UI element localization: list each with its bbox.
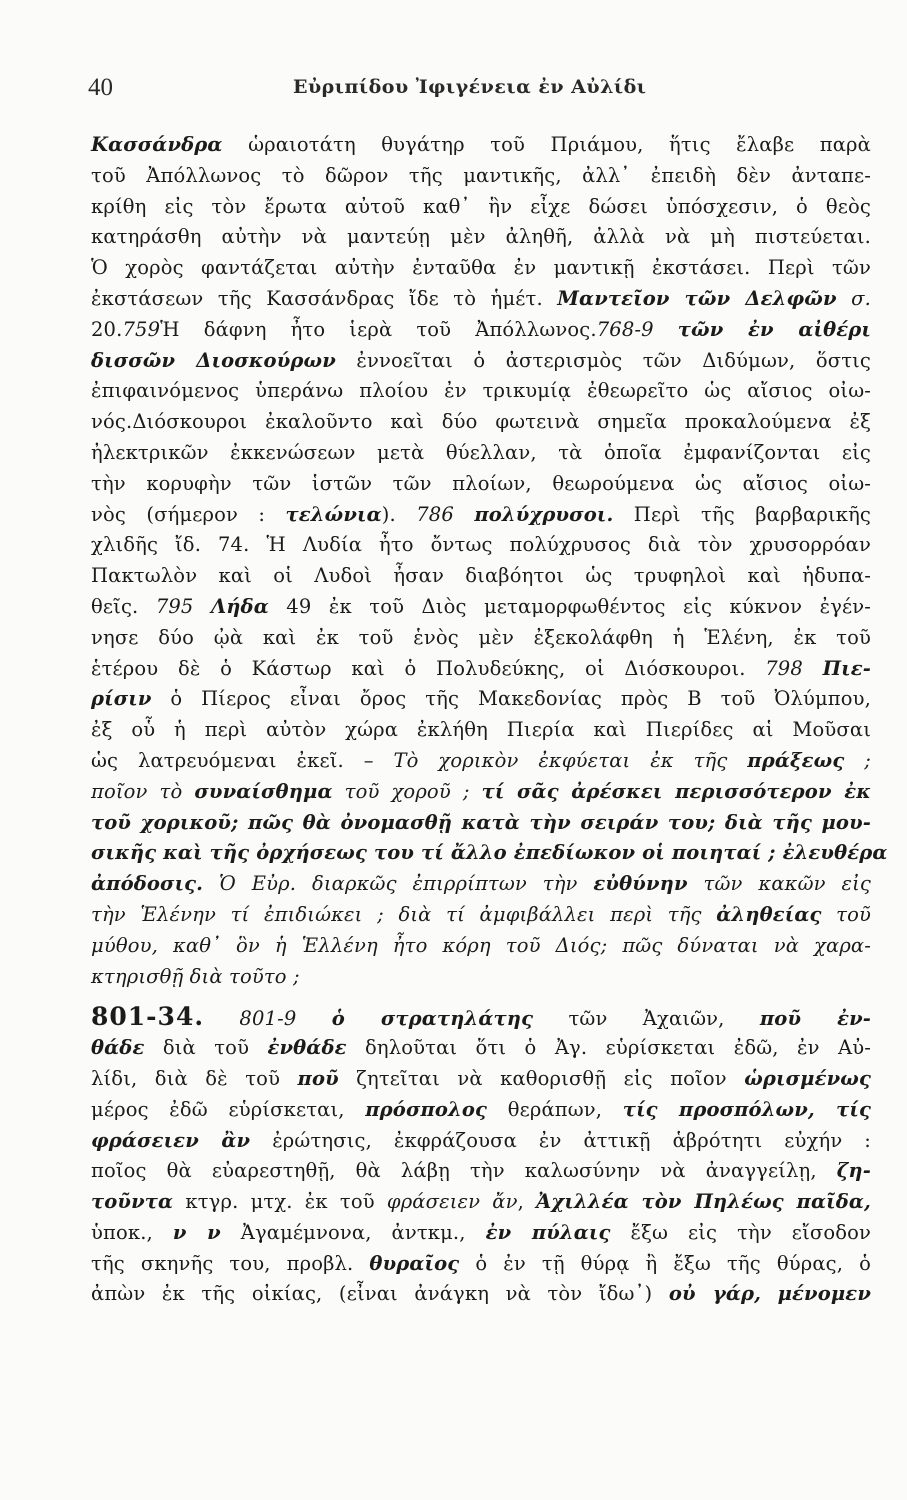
emphasized-text: ρίσιν (91, 687, 152, 711)
emphasized-text: ἀπόδοσις. (91, 872, 204, 896)
emphasized-text: φράσειεν ἄν (386, 1190, 518, 1214)
emphasized-text: του; διὰ τῆς μου- (658, 810, 871, 834)
text-run: νός.Διόσκουροι ἐκαλοῦντο καὶ δύο φωτεινὰ σημεῖα προκαλούμενα ἐξ (91, 410, 871, 434)
emphasized-text: ὡρισμένως (744, 1066, 872, 1090)
emphasized-text: εὐθύνην (593, 872, 688, 896)
emphasized-text: τοῦ χορικοῦ; πῶς θὰ ὀνομασθῇ κατὰ τὴν (91, 810, 581, 834)
text-run (803, 657, 823, 680)
text-line (91, 1218, 871, 1249)
emphasized-text: 795 (155, 594, 194, 618)
emphasized-text: πολύχρυσοι. (474, 502, 614, 526)
emphasized-text: του τί ἄλλο ἐπεδίωκον οἱ ποιηταί ; ἐλευθέρα (367, 841, 888, 865)
text-line (91, 654, 871, 685)
text-line (91, 161, 871, 192)
text-run: Περὶ τῆς βαρβαρικῆς (613, 502, 871, 526)
text-line (91, 469, 871, 500)
emphasized-text: 759 (122, 317, 161, 341)
emphasized-text: συναίσθημα (194, 779, 333, 803)
emphasized-text: ποῖον τὸ (91, 779, 195, 803)
text-run: νησε δύο ᾠὰ καὶ ἐκ τοῦ ἑνὸς μὲν ἐξεκολάφθη ἡ Ἑλένη, ἐκ τοῦ (91, 625, 871, 649)
text-run: , (517, 1190, 537, 1214)
text-line (91, 746, 871, 777)
emphasized-text: τῶν κακῶν εἰς (687, 872, 871, 896)
text-run: ὑποκ., (91, 1220, 173, 1244)
text-run: Πακτωλὸν καὶ οἱ Λυδοὶ ἦσαν διαβόητοι ὡς τρυφηλοὶ καὶ ἡδυπα- (91, 564, 871, 588)
text-line (91, 715, 871, 746)
emphasized-text: θυραῖος (369, 1251, 460, 1275)
text-run: ἐπιφαινόμενος ὑπεράνω πλοίου ἐν τρικυμίᾳ ἐθεωρεῖτο ὡς αἴσιος οἰω- (91, 379, 871, 403)
emphasized-text: ἐν πύλαις (485, 1220, 611, 1244)
text-run: θεράπων, (487, 1097, 623, 1121)
text-line (91, 592, 871, 623)
text-line (91, 869, 871, 900)
emphasized-text: σικῆς καὶ τῆς (91, 841, 257, 865)
page-number: 40 (88, 74, 113, 101)
text-line (91, 777, 871, 808)
text-run: κρίθη εἰς τὸν ἔρωτα αὐτοῦ καθ᾽ ἣν εἶχε δώσει ὑπόσχεσιν, ὁ θεὸς (91, 194, 871, 218)
text-run: ἑτέρου δὲ ὁ Κάστωρ καὶ ὁ Πολυδεύκης, οἱ Διόσκουροι. (91, 656, 766, 680)
text-line (91, 900, 871, 931)
emphasized-text: τὴν Ἑλένην τί ἐπιδιώκει ; διὰ τί ἀμφιβάλλει περὶ τῆς (91, 902, 717, 926)
emphasized-text: σειράν (580, 810, 659, 834)
emphasized-text: πράξεως (747, 748, 845, 772)
text-run: ὁ Πίερος εἶναι ὄρος τῆς Μακεδονίας πρὸς Β τοῦ Ὀλύμπου, (151, 687, 871, 711)
text-run: ). (381, 502, 417, 526)
emphasized-text: Κασσάνδρα (91, 133, 223, 156)
text-line (91, 1187, 871, 1218)
text-line (91, 623, 871, 654)
page-header (88, 70, 867, 110)
text-line (91, 1033, 871, 1064)
emphasized-text: τοῦ (821, 902, 872, 926)
emphasized-text: ὁ στρατηλάτης (331, 1007, 534, 1031)
text-run: κατηράσθη αὐτὴν νὰ μαντεύῃ μὲν ἀληθῆ, ἀλλὰ νὰ μὴ πιστεύεται. (91, 225, 871, 249)
emphasized-text: μύθου, καθ᾽ ὃν ἡ Ἑλλένη ἦτο κόρη τοῦ Διός; πῶς δύναται νὰ χαρα- (91, 933, 871, 957)
text-run (654, 318, 678, 341)
text-run (454, 503, 474, 526)
emphasized-text: τελώνια (285, 502, 382, 526)
emphasized-text: τοῦντα (91, 1190, 174, 1214)
emphasized-text: Πιε- (822, 656, 871, 680)
text-line (91, 192, 871, 223)
text-run: νὸς (σήμερον : (91, 502, 286, 526)
text-line (91, 130, 871, 161)
text-run (761, 1282, 778, 1305)
emphasized-text: Ἀχιλλέα τὸν Πηλέως παῖδα, (536, 1190, 871, 1214)
text-line (91, 346, 871, 377)
text-line (91, 376, 871, 407)
emphasized-text: τί σᾶς ἀρέσκει περισσότερον ἐκ (481, 779, 872, 803)
text-run: ἠλεκτρικῶν ἐκκενώσεων μετὰ θύελλαν, τὰ ὁποῖα ἐμφανίζονται εἰς (91, 440, 871, 464)
text-line (91, 315, 871, 346)
emphasized-text: ἐνθάδε (267, 1036, 347, 1060)
emphasized-text: 786 (416, 502, 454, 526)
text-run: ὡραιοτάτη θυγάτηρ τοῦ Πριάμου, ἥτις ἔλαβε παρὰ (222, 133, 871, 156)
paragraph-gap (91, 992, 871, 1002)
text-line (91, 684, 871, 715)
text-run: ἐρώτησις, ἐκφράζουσα ἐν ἀττικῇ ἁβρότητι εὐχήν : (250, 1128, 871, 1152)
text-line (91, 838, 888, 869)
text-run (204, 1007, 239, 1030)
emphasized-text: μένομεν (777, 1282, 871, 1306)
text-run: τοῦ Ἀπόλλωνος τὸ δῶρον τῆς μαντικῆς, ἀλλ᾽ ἐπειδὴ δὲν ἀνταπε- (91, 163, 871, 187)
text-run: τῆς σκηνῆς του, προβλ. (91, 1251, 370, 1275)
text-line (91, 500, 871, 531)
text-run: θεῖς. (91, 594, 156, 618)
text-run: Ἀγαμέμνονα, ἀντκμ., (220, 1220, 486, 1244)
emphasized-text: Τὸ χορικὸν ἐκφύεται ἐκ τῆς (393, 748, 748, 772)
text-line (91, 222, 871, 253)
text-run: Ὁ χορὸς φαντάζεται αὐτὴν ἐνταῦθα ἐν μαντικῇ ἐκστάσει. Περὶ τῶν (91, 256, 871, 280)
emphasized-text: τοῦ χοροῦ ; (332, 779, 482, 803)
emphasized-text: ὀρχήσεως (256, 841, 368, 865)
text-line (91, 931, 871, 962)
text-line (91, 253, 871, 284)
text-run: ὁ ἐν τῇ θύρᾳ ἢ ἔξω τῆς θύρας, ὁ (459, 1251, 871, 1275)
text-run: ἐξ οὗ ἡ περὶ αὐτὸν χώρα ἐκλήθη Πιερία καὶ Πιερίδες αἱ Μοῦσαι (91, 718, 871, 742)
commentary-text (91, 130, 888, 1310)
text-run: ζητεῖται νὰ καθορισθῇ εἰς ποῖον (338, 1066, 745, 1090)
emphasized-text: Λήδα (210, 594, 269, 618)
text-line (91, 1156, 871, 1187)
text-run: 49 ἐκ τοῦ Διὸς μεταμορφωθέντος εἰς κύκνον ἐγέν- (268, 594, 871, 618)
emphasized-text: 801-34. (91, 1002, 205, 1032)
text-run: 20. (91, 317, 123, 341)
emphasized-text: ζη- (836, 1159, 871, 1183)
emphasized-text: Ὁ Εὐρ. διαρκῶς ἐπιρρίπτων τὴν (203, 872, 594, 896)
text-line (91, 1064, 871, 1095)
emphasized-text: 768-9 (596, 317, 654, 341)
text-run: κτγρ. μτχ. ἐκ τοῦ (173, 1190, 387, 1214)
text-run (193, 595, 210, 618)
emphasized-text: θάδε (91, 1036, 145, 1060)
text-run: ἔξω εἰς τὴν εἴσοδον (610, 1220, 871, 1244)
text-run: τὴν κορυφὴν τῶν ἱστῶν τῶν πλοίων, θεωρούμενα ὡς αἴσιος οἰω- (91, 471, 871, 495)
text-line (91, 438, 871, 469)
text-run: τῶν Ἀχαιῶν, (533, 1007, 760, 1031)
text-line (91, 962, 871, 993)
emphasized-text: σ. (836, 286, 871, 310)
text-run: ἐκστάσεων τῆς Κασσάνδρας ἴδε τὸ ἡμέτ. (91, 286, 558, 310)
text-line (91, 1279, 871, 1310)
text-line (91, 1095, 871, 1126)
text-line (91, 407, 871, 438)
emphasized-text: τῶν ἐν αἰθέρι (677, 317, 871, 341)
emphasized-text: ποῦ (297, 1066, 339, 1090)
emphasized-text: πρόσπολος (365, 1097, 488, 1121)
emphasized-text: οὐ γάρ, (668, 1282, 762, 1306)
text-run: ἀπὼν ἐκ τῆς οἰκίας, (εἶναι ἀνάγκη νὰ τὸν ἴδω᾽) (91, 1282, 669, 1306)
text-run (296, 1007, 331, 1030)
emphasized-text: 798 (765, 656, 803, 680)
text-line (91, 561, 871, 592)
text-line (91, 284, 871, 315)
text-line (91, 1126, 871, 1157)
text-run: ἐννοεῖται ὁ ἀστερισμὸς τῶν Διδύμων, ὅστις (335, 348, 871, 372)
emphasized-text: δισσῶν Διοσκούρων (91, 348, 336, 372)
text-line (91, 808, 871, 839)
text-run: ποῖος θὰ εὐαρεστηθῇ, θὰ λάβῃ τὴν καλωσύνην νὰ ἀναγγείλῃ, (91, 1159, 837, 1183)
emphasized-text: ποῦ ἐν- (759, 1007, 871, 1031)
emphasized-text: κτηρισθῇ διὰ τοῦτο ; (91, 964, 300, 988)
text-run: μέρος ἐδῶ εὑρίσκεται, (91, 1097, 366, 1121)
text-line (91, 1249, 871, 1280)
emphasized-text: ἀληθείας (716, 902, 822, 926)
text-line (91, 530, 871, 561)
text-run: Ἡ δάφνη ἦτο ἱερὰ τοῦ Ἀπόλλωνος. (160, 317, 597, 341)
text-line (91, 1002, 871, 1033)
text-run: δηλοῦται ὅτι ὁ Ἀγ. εὑρίσκεται ἐδῶ, ἐν Αὐ- (346, 1036, 871, 1060)
emphasized-text: ; (844, 748, 872, 772)
text-run: χλιδῆς ἴδ. 74. Ἡ Λυδία ἦτο ὄντως πολύχρυσος διὰ τὸν χρυσορρόαν (91, 533, 871, 557)
text-run: ὡς λατρευόμεναι ἐκεῖ. – (91, 748, 394, 772)
emphasized-text: 801-9 (239, 1007, 297, 1031)
emphasized-text: Μαντεῖον τῶν Δελφῶν (557, 286, 837, 310)
text-run: διὰ τοῦ (144, 1036, 268, 1060)
running-head: Εὐριπίδου Ἰφιγένεια ἐν Αὐλίδι (293, 76, 647, 98)
text-run: λίδι, διὰ δὲ τοῦ (91, 1066, 298, 1090)
emphasized-text: φράσειεν ἂν (91, 1128, 251, 1152)
emphasized-text: ν ν (172, 1220, 221, 1244)
emphasized-text: τίς προσπόλων, τίς (622, 1097, 871, 1121)
